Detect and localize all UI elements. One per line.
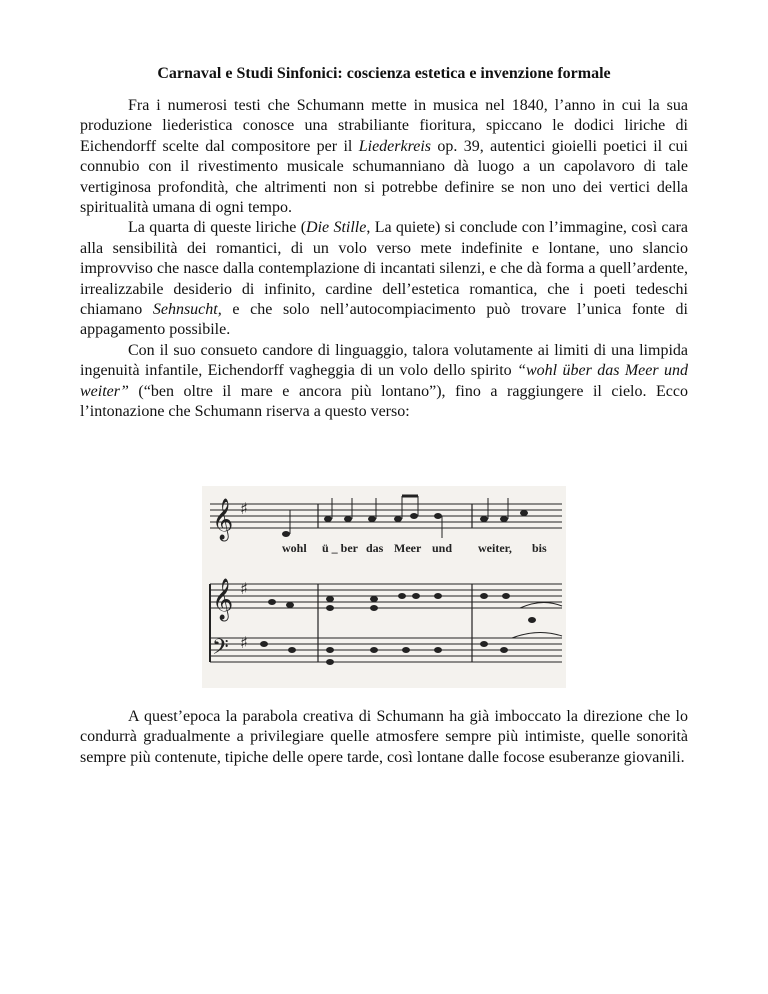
paragraph-2-text-3: e che solo nell’autocompiacimento può trovare l’unica fonte di appagamento possibile. [80, 301, 688, 339]
svg-text:♯: ♯ [240, 579, 248, 598]
svg-text:𝄢: 𝄢 [212, 635, 229, 665]
lyric-2: ü _ ber [322, 541, 358, 555]
lyric-5: und [432, 541, 453, 555]
accompaniment-notes [260, 593, 536, 665]
paragraph-3 [80, 341, 688, 423]
svg-text:♯: ♯ [240, 499, 248, 518]
document-title: Carnaval e Studi Sinfonici: coscienza estetica e invenzione formale [157, 65, 611, 82]
paragraph-2-italic: Die Stille [306, 219, 367, 237]
paragraph-1-italic: Liederkreis [358, 137, 432, 155]
paragraph-3-text-2: (“ben oltre il mare e ancora più lontano”), fino a raggiungere il cielo. Ecco l’intonazione che Schumann riserva a questo verso: [80, 382, 688, 421]
lyric-7: bis [532, 541, 547, 555]
paragraph-4-text: A quest’epoca la parabola creativa di Schumann ha già imboccato la direzione che lo condurrà gradualmente a privilegiare quelle atmosfere sempre più intimiste, quelle sonorità sempre più contenute, tipiche delle opere tarde, così lontane dalle focose esuberanze giovanili. [80, 708, 688, 766]
lyric-3: das [366, 541, 384, 555]
paragraph-1-text: Fra i numerosi testi che Schumann mette in musica nel 1840, l’anno in cui la sua produzione liederistica conosce una strabiliante fioritura, spiccano le dodici liriche di Eichendorff scelte dal compositore per il [80, 97, 688, 155]
paragraph-2 [80, 218, 688, 340]
paragraph-2-text: La quarta di queste liriche ( [128, 219, 307, 237]
music-score-image [202, 486, 566, 688]
svg-text:♯: ♯ [240, 633, 248, 652]
music-score-svg [202, 486, 566, 688]
document-body [80, 96, 688, 423]
melody-notes [282, 510, 528, 537]
paragraph-4 [80, 707, 688, 768]
svg-text:𝄞: 𝄞 [212, 499, 234, 540]
lyric-4: Meer [394, 541, 422, 555]
lyric-1: wohl [282, 541, 307, 555]
paragraph-2-text-2: , La quiete) si conclude con l’immagine, così cara alla sensibilità dei romantici, di un volo verso mete indefinite e lontane, uno slancio improvviso che nasce dalla contemplazione di incantati silenzi, e che dà forma a quell’ardente, irrealizzabile desiderio di infinito, cardine dell’estetica romantica, che i poeti tedeschi chiamano [80, 219, 689, 319]
svg-text:𝄞: 𝄞 [212, 579, 234, 620]
lyric-6: weiter, [478, 541, 512, 555]
paragraph-1-text-2: op. 39, autentici gioielli poetici il cui connubio con il rivestimento musicale schumanniano dà luogo a un capolavoro di tale vertiginosa profondità, che altrimenti non si potrebbe definire se non uno dei vertici della spiritualità umana di ogni tempo. [80, 137, 689, 217]
paragraph-3-text: Con il suo consueto candore di linguaggio, talora volutamente ai limiti di una limpida ingenuità infantile, Eichendorff vagheggia di un volo dello spirito [80, 341, 688, 380]
staff-1 [210, 504, 562, 528]
paragraph-3-italic: “wohl über das Meer und weiter” [80, 362, 688, 400]
paragraph-1 [80, 96, 688, 218]
lyrics [282, 541, 547, 555]
document-body-continued [80, 707, 688, 768]
clefs [212, 498, 248, 665]
paragraph-2-italic-2: Sehnsucht, [152, 301, 222, 319]
